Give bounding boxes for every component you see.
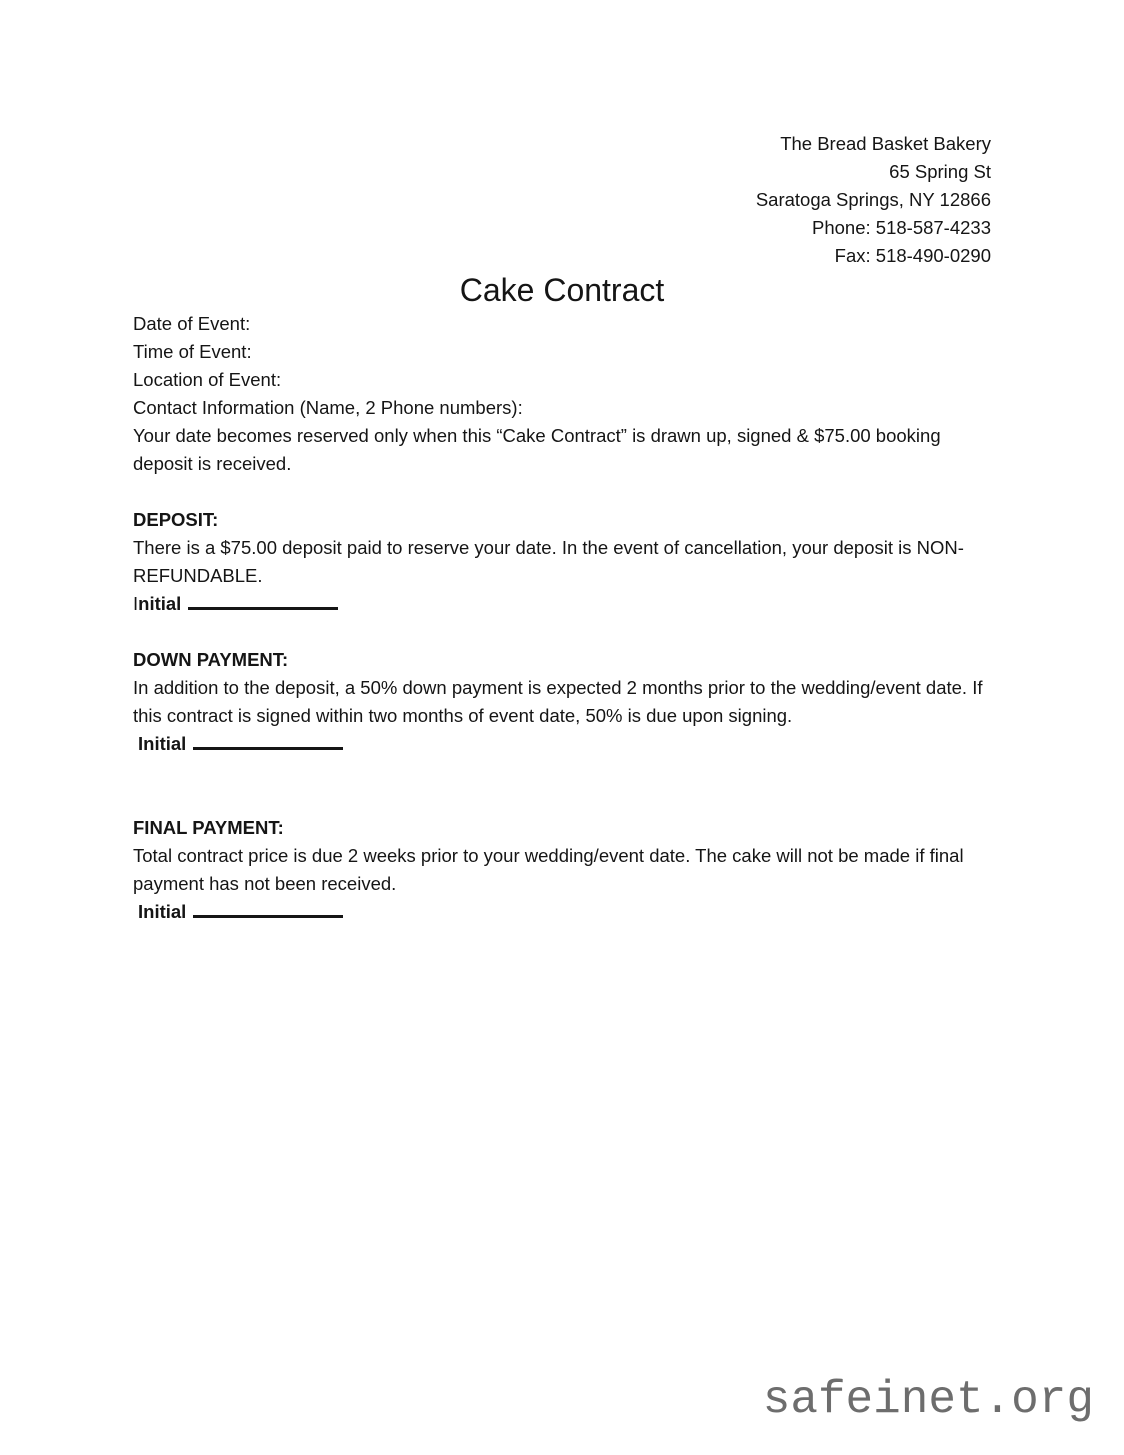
final-payment-initial-blank-line [193, 902, 343, 918]
section-final-payment [133, 814, 991, 926]
initial-label: Initial [138, 733, 187, 754]
deposit-body: There is a $75.00 deposit paid to reserve your date. In the event of cancellation, your deposit is NON-REFUNDABLE. [133, 537, 964, 586]
initial-label-prefix: I [133, 593, 139, 614]
initial-label: nitial [138, 593, 182, 614]
down-payment-initial-row [133, 730, 991, 758]
watermark-safeinet: safeinet.org [762, 1374, 1094, 1426]
bakery-phone: Phone: 518-587-4233 [812, 217, 991, 238]
deposit-heading: DEPOSIT: [133, 509, 219, 530]
initial-label: Initial [138, 901, 187, 922]
bakery-fax: Fax: 518-490-0290 [834, 245, 991, 266]
section-deposit [133, 506, 991, 618]
final-payment-body: Total contract price is due 2 weeks prior to your wedding/event date. The cake will not be made if final payment has not been received. [133, 845, 964, 894]
down-payment-initial-blank-line [193, 734, 343, 750]
final-payment-heading: FINAL PAYMENT: [133, 817, 284, 838]
bakery-address-block [133, 130, 991, 270]
field-location-of-event: Location of Event: [133, 369, 282, 390]
deposit-initial-row [133, 590, 991, 618]
deposit-initial-blank-line [188, 594, 338, 610]
bakery-name: The Bread Basket Bakery [780, 133, 991, 154]
page-title: Cake Contract [459, 272, 665, 308]
field-time-of-event: Time of Event: [133, 341, 252, 362]
down-payment-heading: DOWN PAYMENT: [133, 649, 289, 670]
final-payment-initial-row [133, 898, 991, 926]
down-payment-body: In addition to the deposit, a 50% down payment is expected 2 months prior to the wedding/event date. If this contract is signed within two months of event date, 50% is due upon signing. [133, 677, 983, 726]
section-down-payment [133, 646, 991, 758]
bakery-city-state-zip: Saratoga Springs, NY 12866 [755, 189, 991, 210]
reservation-note: Your date becomes reserved only when this “Cake Contract” is drawn up, signed & $75.00 booking deposit is received. [133, 425, 941, 474]
field-date-of-event: Date of Event: [133, 313, 251, 334]
field-contact-information: Contact Information (Name, 2 Phone numbers): [133, 397, 523, 418]
bakery-street: 65 Spring St [889, 161, 991, 182]
